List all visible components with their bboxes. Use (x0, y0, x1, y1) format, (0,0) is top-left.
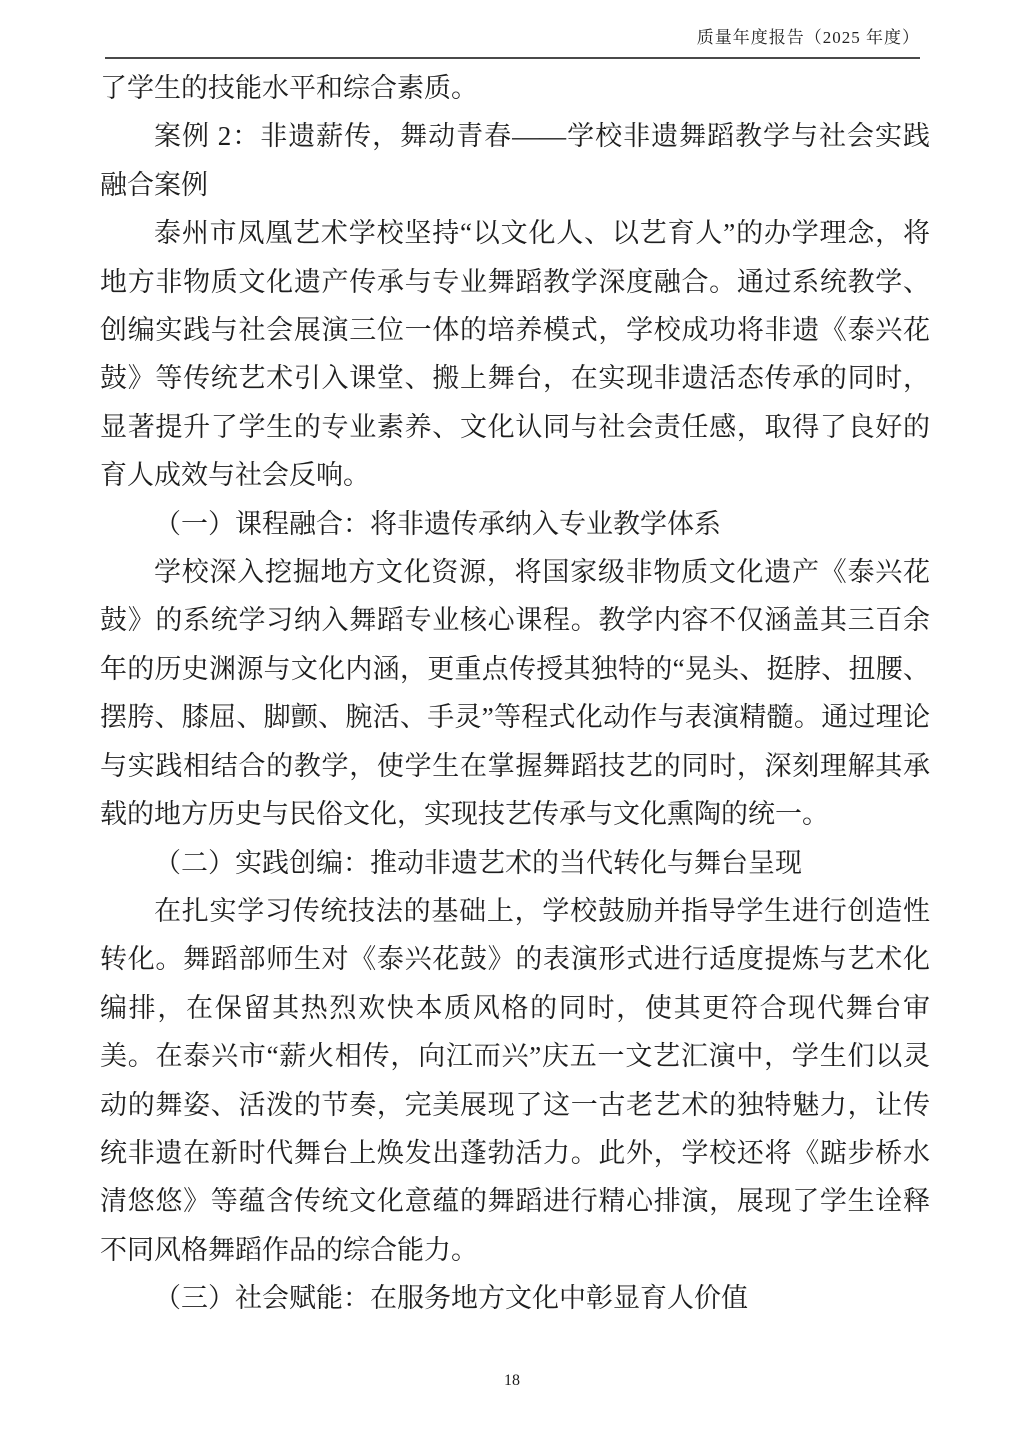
page-footer (0, 1372, 1024, 1390)
case-2-intro: 泰州市凤凰艺术学校坚持“以文化人、以艺育人”的办学理念，将地方非物质文化遗产传承与专业舞蹈教学深度融合。通过系统教学、创编实践与社会展演三位一体的培养模式，学校成功将非遗《泰兴花鼓》等传统艺术引入课堂、搬上舞台，在实现非遗活态传承的同时，显著提升了学生的专业素养、文化认同与社会责任感，取得了良好的育人成效与社会反响。 (100, 218, 930, 491)
document-body (100, 64, 930, 1323)
header-title: 质量年度报告（2025 年度） (696, 28, 920, 47)
page-number: 18 (504, 1372, 520, 1389)
section-2-body: 在扎实学习传统技法的基础上，学校鼓励并指导学生进行创造性转化。舞蹈部师生对《泰兴花鼓》的表演形式进行适度提炼与艺术化编排，在保留其热烈欢快本质风格的同时，使其更符合现代舞台审美。在泰兴市“薪火相传，向江而兴”庆五一文艺汇演中，学生们以灵动的舞姿、活泼的节奏，完美展现了这一古老艺术的独特魅力，让传统非遗在新时代舞台上焕发出蓬勃活力。此外，学校还将《踮步桥水清悠悠》等蕴含传统文化意蕴的舞蹈进行精心排演，展现了学生诠释不同风格舞蹈作品的综合能力。 (100, 895, 930, 1265)
section-1-heading: （一）课程融合：将非遗传承纳入专业教学体系 (154, 508, 721, 539)
paragraph-skill-level: 了学生的技能水平和综合素质。 (100, 73, 478, 103)
case-2-title: 案例 2：非遗薪传，舞动青春——学校非遗舞蹈教学与社会实践融合案例 (100, 121, 930, 200)
section-1-body: 学校深入挖掘地方文化资源，将国家级非物质文化遗产《泰兴花鼓》的系统学习纳入舞蹈专业核心课程。教学内容不仅涵盖其三百余年的历史渊源与文化内涵，更重点传授其独特的“晃头、挺脖、扭腰、摆胯、膝屈、脚颤、腕活、手灵”等程式化动作与表演精髓。通过理论与实践相结合的教学，使学生在掌握舞蹈技艺的同时，深刻理解其承载的地方历史与民俗文化，实现技艺传承与文化熏陶的统一。 (100, 557, 930, 830)
page-header (105, 26, 920, 59)
section-3-heading: （三）社会赋能：在服务地方文化中彰显育人价值 (154, 1283, 748, 1314)
section-2-heading: （二）实践创编：推动非遗艺术的当代转化与舞台呈现 (154, 847, 802, 878)
